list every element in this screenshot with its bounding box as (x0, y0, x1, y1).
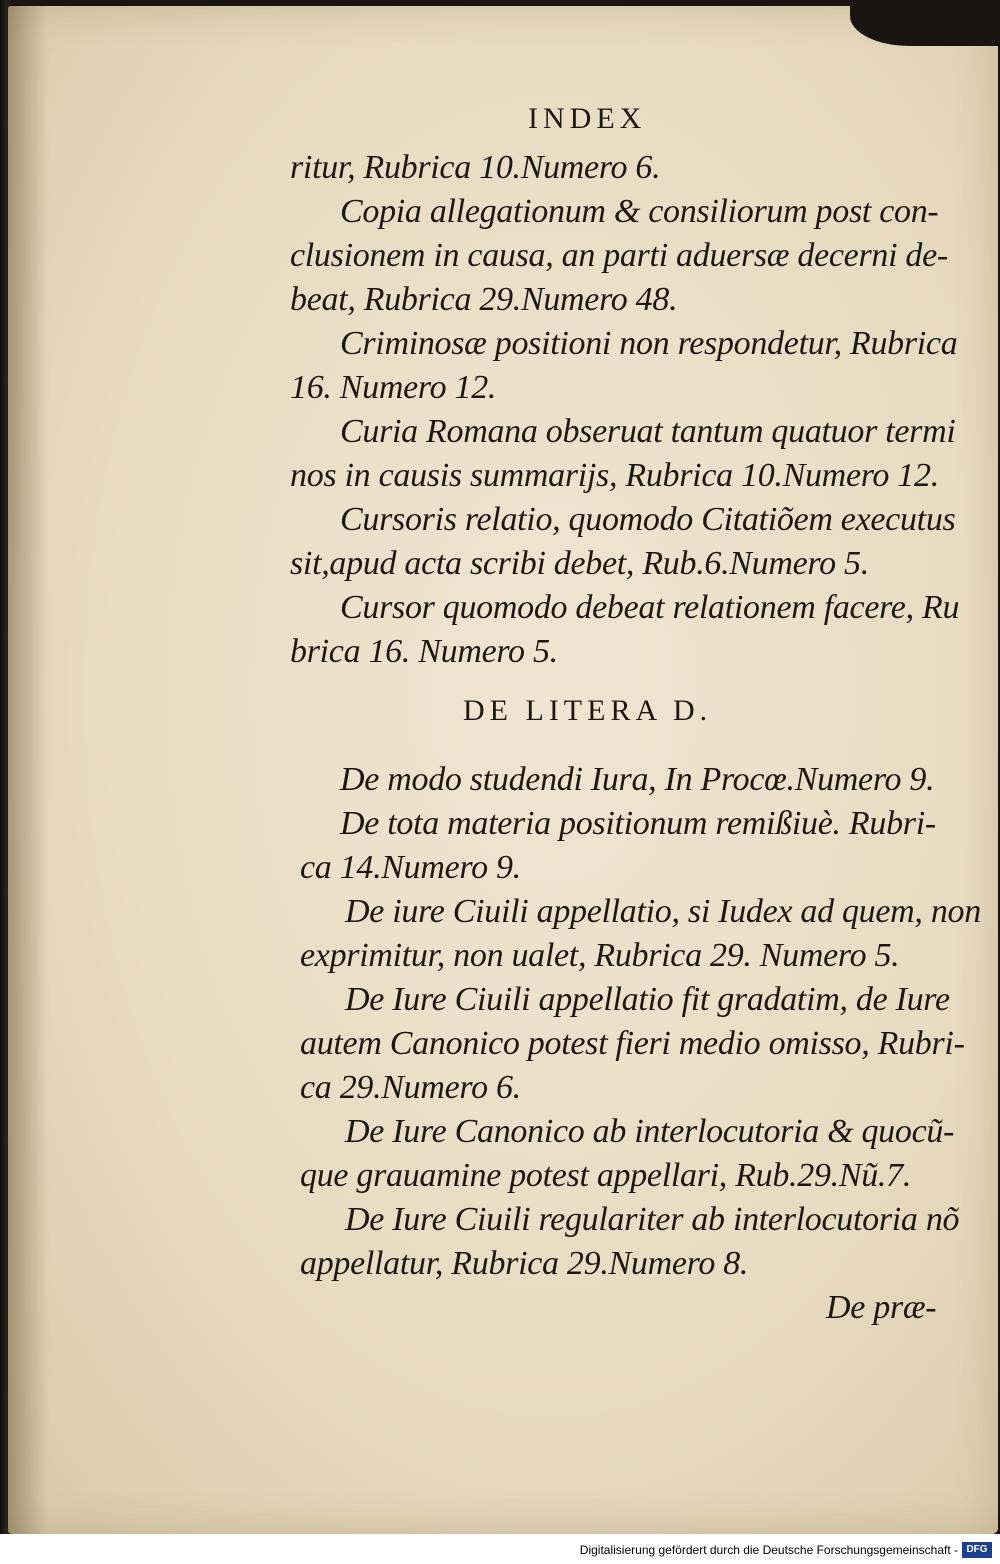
text-line: 16. Numero 12. (290, 369, 497, 406)
text-line: sit,apud acta scribi debet, Rub.6.Numero 5. (290, 545, 869, 582)
catchword: De præ- (826, 1289, 937, 1326)
text-line: Cursor quomodo debeat relationem facere, Ru (340, 589, 960, 626)
text-line: brica 16. Numero 5. (290, 633, 558, 670)
dfg-logo-icon: DFG (962, 1542, 992, 1558)
torn-corner (850, 0, 1000, 46)
text-line: clusionem in causa, an parti aduersæ decerni de- (290, 237, 948, 274)
text-line: ritur, Rubrica 10.Numero 6. (290, 149, 661, 186)
text-line: nos in causis summarijs, Rubrica 10.Numero 12. (290, 457, 939, 494)
book-page (8, 6, 998, 1534)
digitization-credit-bar (0, 1534, 1000, 1564)
text-line: Curia Romana obseruat tantum quatuor termi (340, 413, 956, 450)
text-line: exprimitur, non ualet, Rubrica 29. Numero 5. (300, 937, 900, 974)
text-line: Cursoris relatio, quomodo Citatiõem executus (340, 501, 956, 538)
text-line: De Iure Ciuili regulariter ab interlocutoria nõ (345, 1201, 960, 1238)
running-head: INDEX (528, 102, 647, 135)
text-line: Criminosæ positioni non respondetur, Rubrica (340, 325, 958, 362)
text-line: beat, Rubrica 29.Numero 48. (290, 281, 678, 318)
text-line: appellatur, Rubrica 29.Numero 8. (300, 1245, 749, 1282)
text-line: De tota materia positionum remißiuè. Rubri- (340, 805, 936, 842)
digitization-credit: Digitalisierung gefördert durch die Deutsche Forschungsgemeinschaft - (579, 1543, 958, 1557)
text-line: Copia allegationum & consiliorum post con- (340, 193, 939, 230)
text-line: ca 14.Numero 9. (300, 849, 521, 886)
text-line: De modo studendi Iura, In Procœ.Numero 9. (340, 761, 935, 798)
text-line: ca 29.Numero 6. (300, 1069, 521, 1106)
text-line: De Iure Canonico ab interlocutoria & quocũ- (345, 1113, 955, 1150)
section-heading: DE LITERA D. (463, 694, 713, 727)
text-line: que grauamine potest appellari, Rub.29.Nũ.7. (300, 1157, 912, 1194)
spine-shadow (8, 6, 48, 1534)
text-line: De Iure Ciuili appellatio fit gradatim, de Iure (345, 981, 950, 1018)
text-line: autem Canonico potest fieri medio omisso, Rubri- (300, 1025, 965, 1062)
text-line: De iure Ciuili appellatio, si Iudex ad quem, non (345, 893, 981, 930)
